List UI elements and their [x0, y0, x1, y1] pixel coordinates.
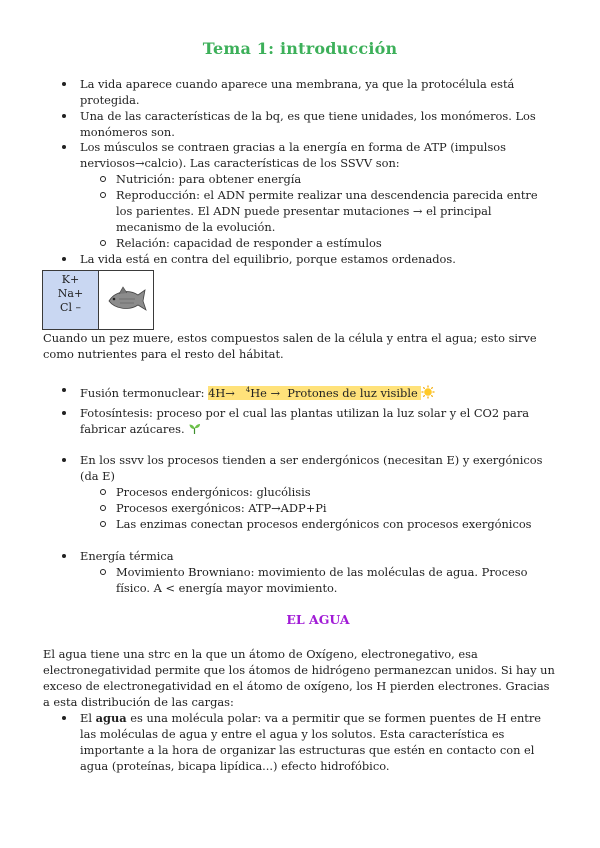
sub-list-item: Las enzimas conectan procesos endergónicos con procesos exergónicos — [0, 516, 600, 532]
list-item: Los músculos se contraen gracias a la energía en forma de ATP (impulsos nerviosos→calcio). Las características de los SSVV son: — [0, 139, 600, 171]
fish-image — [105, 277, 149, 321]
sub-list-item: Relación: capacidad de responder a estímulos — [0, 235, 600, 251]
list-item: Energía térmica — [0, 548, 600, 564]
section-title: EL AGUA — [286, 612, 350, 627]
water-bold: agua — [95, 711, 127, 725]
sub-list-item: Reproducción: el ADN permite realizar una descendencia parecida entre los parientes. El ADN puede presentar mutaciones → el principal mecanismo de la evolución. — [0, 187, 600, 235]
thermal-list — [0, 548, 600, 596]
ion-label: K+ — [61, 273, 80, 286]
water-list — [0, 710, 600, 774]
water-paragraph: El agua tiene una strc en la que un átomo de Oxígeno, electronegativo, esa electronegatividad permite que los átomos de hidrógeno permanezcan unidos. Si hay un exceso de electronegatividad en el átomo de oxígeno, los H pierden electrones. Gracias a esta distribución de las cargas: — [43, 647, 555, 709]
intro-list — [0, 76, 600, 140]
sub-list-item: Procesos exergónicos: ATP→ADP+Pi — [0, 500, 600, 516]
fusion-label: Fusión termonuclear: — [80, 385, 205, 400]
ion-cell — [43, 271, 99, 329]
sun-icon — [421, 385, 435, 399]
fish-paragraph: Cuando un pez muere, estos compuestos salen de la célula y entra el agua; esto sirve como nutrientes para el resto del hábitat. — [43, 331, 537, 361]
list-item: La vida está en contra del equilibrio, porque estamos ordenados. — [0, 251, 600, 267]
page-title: Tema 1: introducción — [202, 39, 398, 58]
sub-list-item: Nutrición: para obtener energía — [0, 171, 600, 187]
ion-label: Na+ — [57, 287, 84, 300]
list-item: El agua es una molécula polar: va a permitir que se formen puentes de H entre las moléculas de agua y entre el agua y los solutos. Esta característica es importante a la hora de organizar las estructuras que estén en contacto con el agua (proteínas, bicapa lipídica...) efecto hidrofóbico. — [0, 710, 600, 774]
muscle-list — [0, 139, 600, 267]
processes-list — [0, 452, 600, 532]
list-item — [0, 382, 600, 401]
list-item — [0, 405, 600, 437]
ion-table — [42, 270, 154, 330]
fusion-reaction: 4H→ $^4$He → Protones de luz visible — [208, 386, 421, 400]
energy-list — [0, 382, 600, 437]
ion-label: Cl – — [60, 301, 81, 314]
sub-list-item: Movimiento Browniano: movimiento de las moléculas de agua. Proceso físico. A < energía mayor movimiento. — [0, 564, 600, 596]
list-item: En los ssvv los procesos tienden a ser endergónicos (necesitan E) y exergónicos (da E) — [0, 452, 600, 484]
sprout-icon — [188, 422, 201, 435]
list-item: Una de las características de la bq, es que tiene unidades, los monómeros. Los monómeros son. — [0, 108, 600, 140]
list-item: La vida aparece cuando aparece una membrana, ya que la protocélula está protegida. — [0, 76, 600, 108]
photosynthesis-text: Fotosíntesis: proceso por el cual las plantas utilizan la luz solar y el CO2 para fabricar azúcares. — [80, 405, 530, 436]
sub-list-item: Procesos endergónicos: glucólisis — [0, 484, 600, 500]
